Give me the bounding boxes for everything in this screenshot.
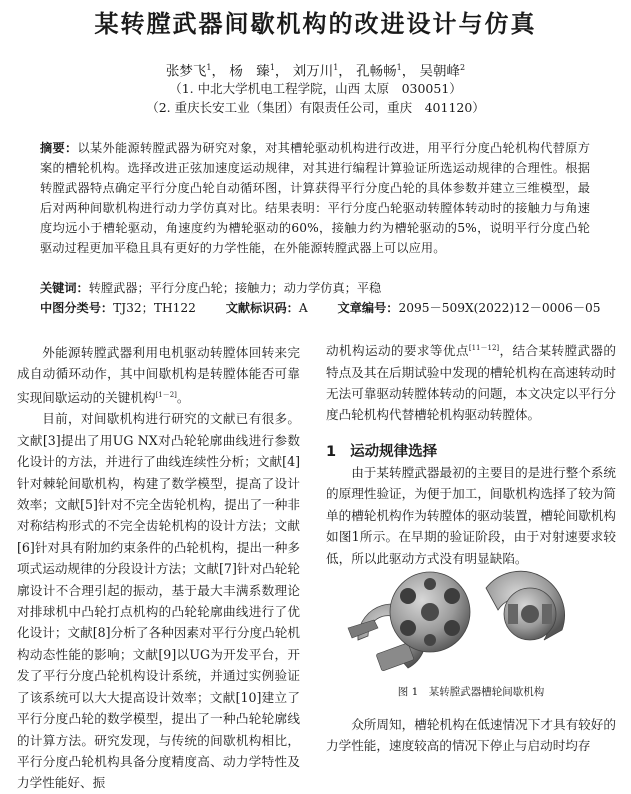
author-sup: 1 [206, 63, 212, 72]
abstract-text: 以某外能源转膛武器为研究对象，对其槽轮驱动机构进行改进，用平行分度凸轮机构代替原方案的槽轮机构。选择改进正弦加速度运动规律，对其进行编程计算验证所选运动规律的合理性。根据转膛武器特点确定平行分度凸轮自动循环图，计算获得平行分度凸轮的具体参数并建立三维模型，最后对两种间歇机构进行动力学仿真对比。结果表明：平行分度凸轮驱动转膛体转动时的接触力与角速度均远小于槽轮驱动，角速度约为槽轮驱动的60%，接触力约为槽轮驱动的5%，说明平行分度凸轮驱动过程更加平稳且具有更好的力学性能，在外能源转膛武器上可以应用。 [40, 141, 590, 255]
body-column-right-3 [326, 714, 616, 757]
citation: [1－2] [155, 390, 177, 399]
section-title: 运动规律选择 [350, 444, 438, 460]
doc-code-value: A [298, 301, 308, 315]
body-column-left [17, 342, 300, 794]
geneva-mechanism-figure [338, 570, 578, 676]
figure-caption: 图 1 某转膛武器槽轮间歇机构 [397, 686, 545, 698]
paragraph-text: 动机构运动的要求等优点 [326, 343, 469, 359]
author: 张梦飞 [165, 63, 207, 80]
cylinder-part-shape [486, 571, 565, 640]
doc-code-label: 文献标识码： [225, 301, 299, 315]
author-list: 张梦飞$^1$， 杨 臻$^1$， 刘万川$^1$， 孔畅畅$^1$， 吴朝峰$^2$ [165, 63, 466, 80]
author: 杨 臻 [229, 63, 270, 80]
classification-line [40, 298, 610, 318]
clc-label: 中图分类号： [40, 301, 114, 315]
paragraph: 众所周知，槽轮机构在低速情况下才具有较好的力学性能，速度较高的情况下停止与启动时均存 [326, 717, 616, 754]
keywords [40, 278, 600, 298]
article-no-label: 文章编号： [337, 301, 399, 315]
author: 吴朝峰 [419, 63, 460, 80]
section-heading [326, 440, 451, 461]
keywords-text: 转膛武器；平行分度凸轮；接触力；动力学仿真；平稳 [88, 281, 382, 295]
keywords-label: 关键词： [40, 281, 89, 295]
section-number: 1 [326, 444, 337, 460]
paragraph-text: 外能源转膛武器利用电机驱动转膛体回转来完成自动循环动作，其中间歇机构是转膛体能否可靠实现间歇运动的关键机构 [17, 345, 300, 405]
geneva-wheel-shape [390, 572, 470, 652]
paragraph [17, 342, 300, 408]
abstract [40, 138, 590, 258]
abstract-label: 摘要： [40, 141, 78, 155]
paragraph: 目前，对间歇机构进行研究的文献已有很多。文献[3]提出了用UG NX对凸轮轮廓曲线进行参数化设计的方法，并进行了曲线连续性分析；文献[4]针对棘轮间歇机构，构建了数学模型，提高了设计效率；文献[5]针对不完全齿轮机构，提出了一种非对称结构形式的不完全齿轮机构的设计方法；文献[6]针对具有附加约束条件的凸轮机构，提出一种多项式运动规律的分段设计方法；文献[7]针对凸轮轮廓设计不合理引起的振动，基于最大丰满系数理论对排球机中凸轮打点机构的凸轮轮廓曲线进行了优化设计；文献[8]分析了各种因素对平行分度凸轮机构动态性能的影响；文献[9]以UG为开发平台，开发了平行分度凸轮机构设计系统，并通过实例验证了该系统可以大大提高设计效率；文献[10]建立了平行分度凸轮的数学模型，提出了一种凸轮轮廓线的计算方法。研究发现，与传统的间歇机构相比，平行分度凸轮机构具备分度精度高、动力学特性及力学性能好、振 [17, 411, 300, 791]
paragraph: 由于某转膛武器最初的主要目的是进行整个系统的原理性验证，为便于加工，间歇机构选择了较为简单的槽轮机构作为转膛体的驱动装置，槽轮间歇机构如图1所示。在早期的验证阶段，由于对射速要求较低，所以此驱动方式没有明显缺陷。 [326, 465, 616, 566]
body-column-right [326, 338, 616, 426]
author-sup: 1 [269, 63, 275, 72]
author-sup: 1 [396, 63, 402, 72]
author: 刘万川 [292, 63, 334, 80]
body-column-right-2 [326, 462, 616, 569]
paragraph-text: ，结合某转膛武器的特点及其在后期试验中发现的槽轮机构在高速转动时无法可靠驱动转膛体转动的问题，本文决定以平行分度凸轮机构代替槽轮机构驱动转膛体。 [326, 343, 617, 423]
paper-title: 某转膛武器间歇机构的改进设计与仿真 [94, 10, 537, 38]
clc-value: TJ32；TH122 [113, 301, 196, 315]
affiliation-2: （2. 重庆长安工业（集团）有限责任公司，重庆 401120） [146, 100, 485, 115]
paragraph [326, 338, 616, 426]
author-sup: 2 [459, 63, 466, 72]
paragraph-text: 。 [176, 390, 190, 405]
citation: [11－12] [468, 344, 500, 352]
author: 孔畅畅 [356, 63, 397, 80]
affiliation-1: （1. 中北大学机电工程学院，山西 太原 030051） [169, 81, 462, 96]
article-no-value: 2095－509X(2022)12－0006－05 [398, 301, 601, 315]
author-sup: 1 [333, 63, 339, 72]
